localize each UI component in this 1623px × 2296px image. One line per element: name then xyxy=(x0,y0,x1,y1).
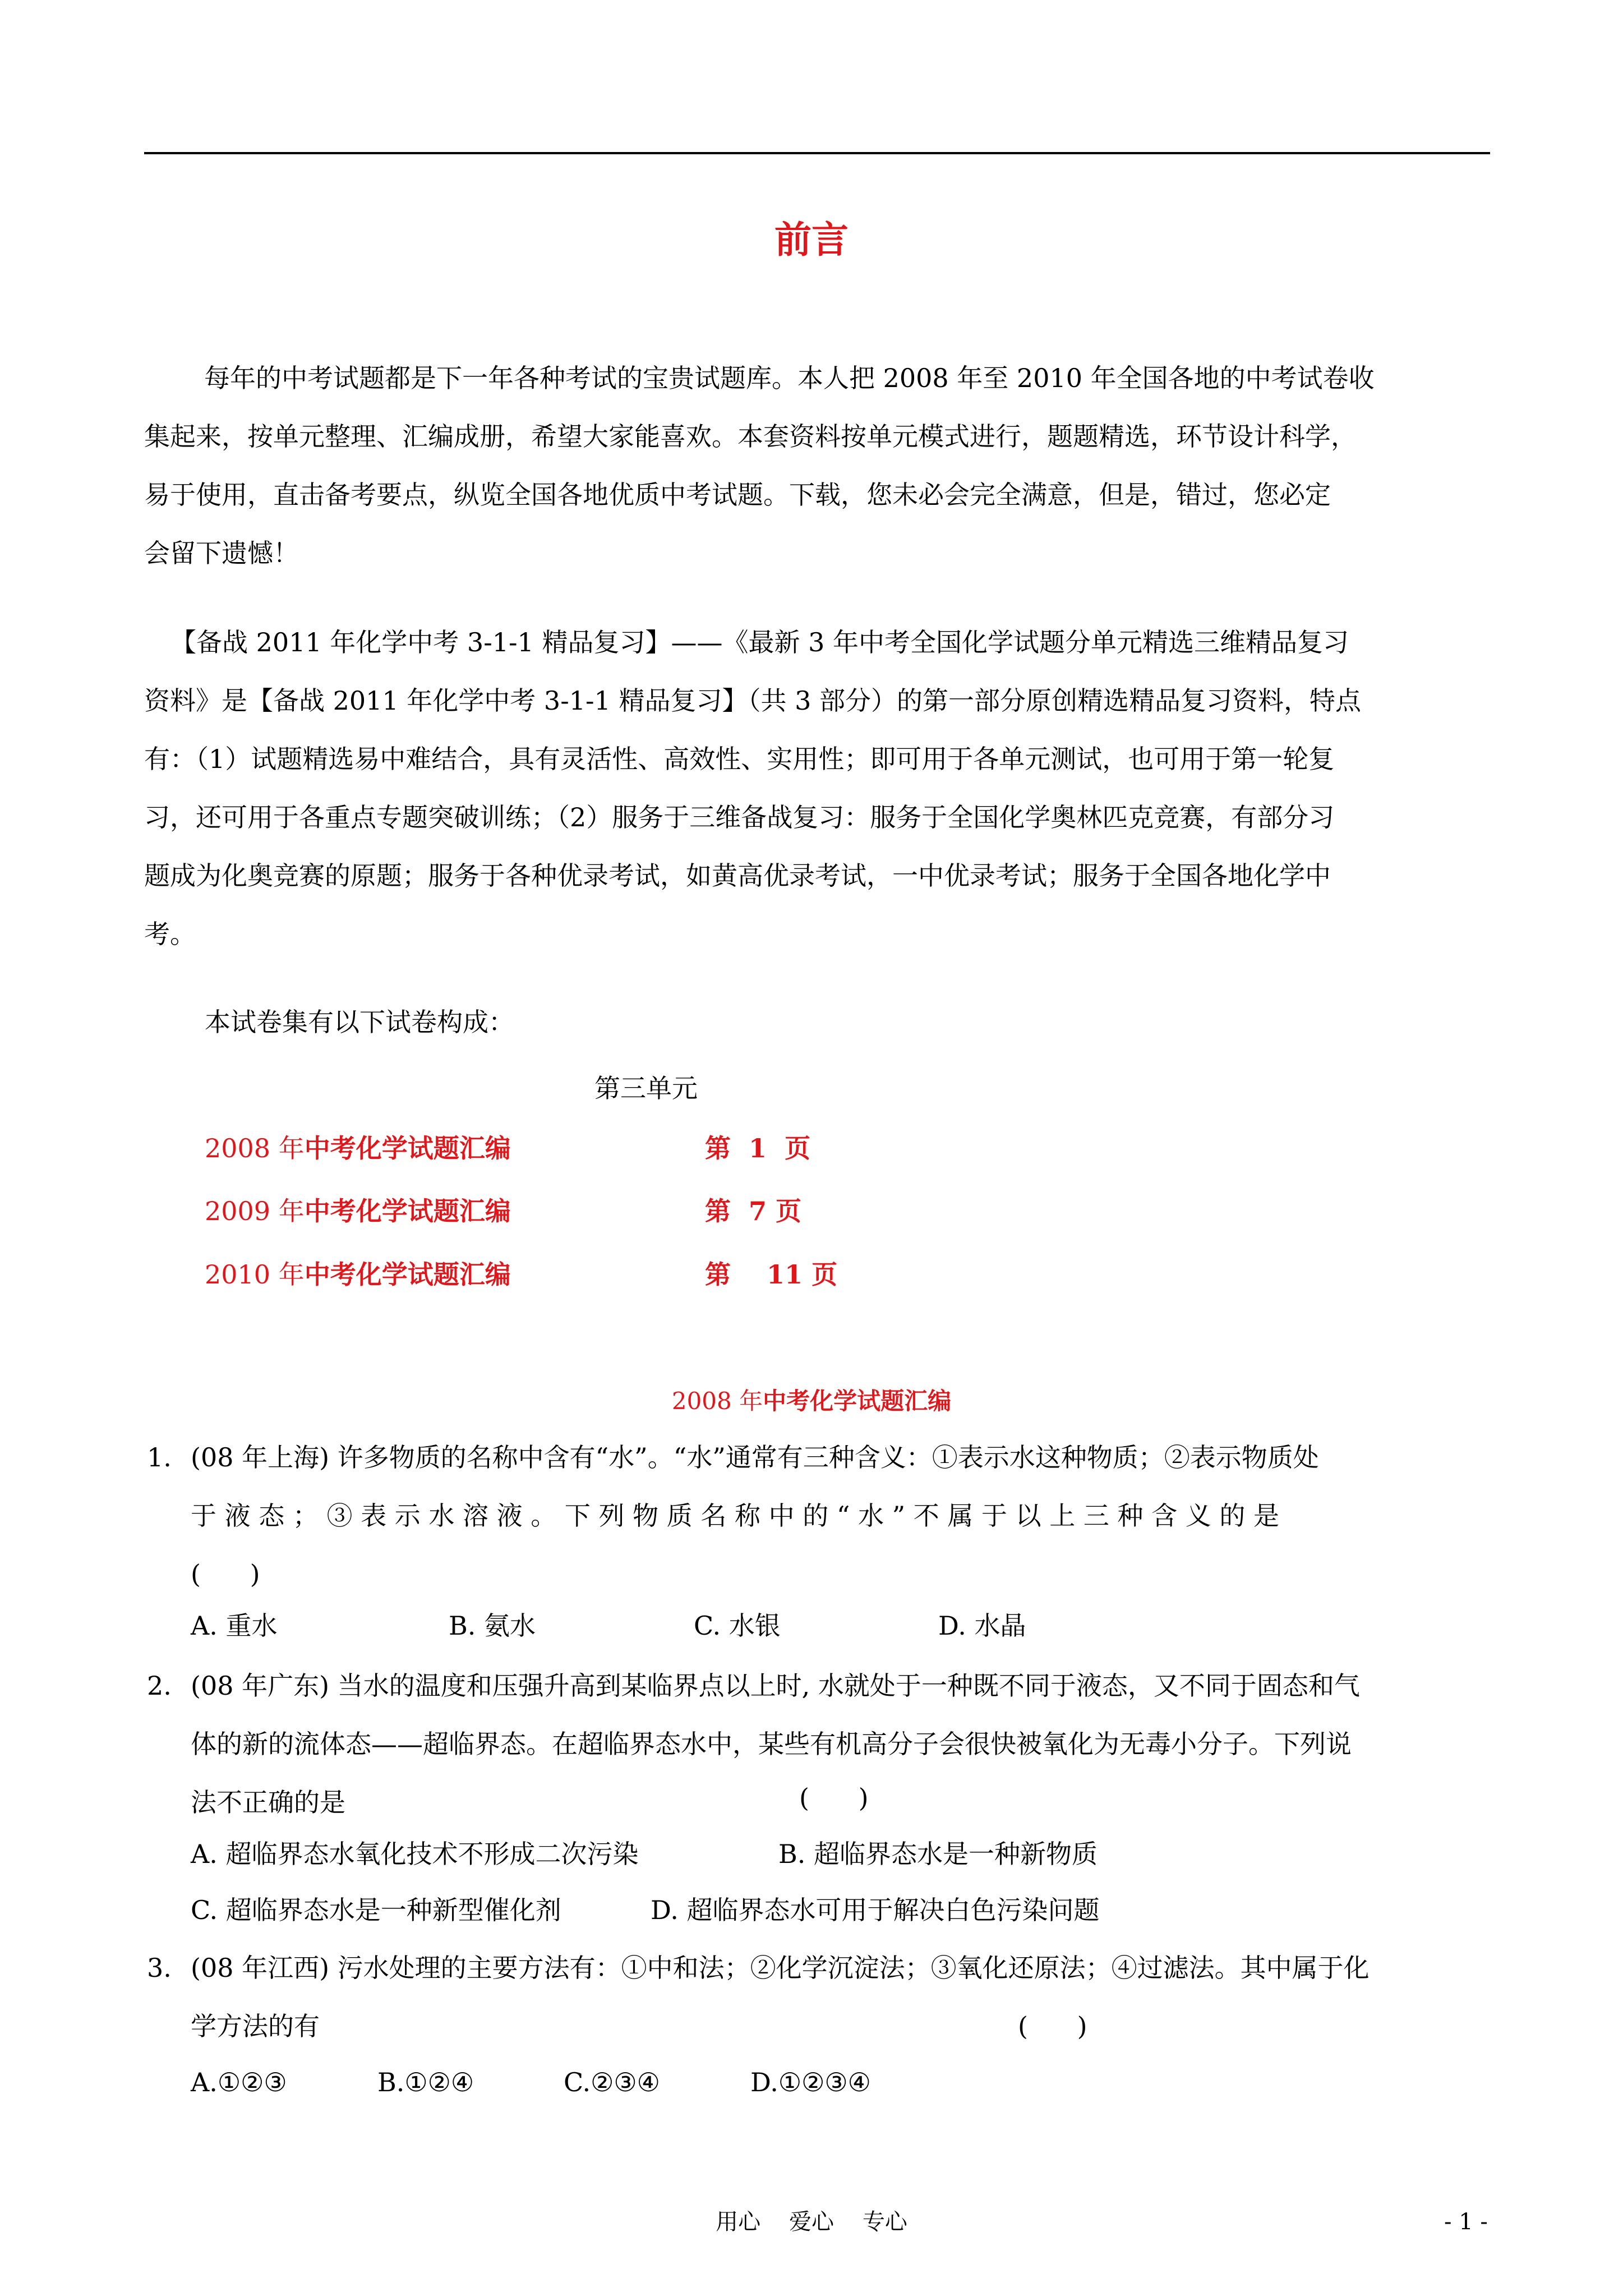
intro-p2-line: 题成为化奥竞赛的原题；服务于各种优录考试，如黄高优录考试，一中优录考试；服务于全国各地化学中 xyxy=(144,861,1331,891)
q3-option-d[interactable]: D.①②③④ xyxy=(750,2067,871,2097)
answer-paren: ( ) xyxy=(1018,2011,1087,2041)
toc-page-2009: 第 7 页 xyxy=(705,1196,802,1226)
toc-title: 中考化学试题汇编 xyxy=(304,1196,511,1226)
q3-option-c[interactable]: C.②③④ xyxy=(564,2067,660,2097)
toc-year: 2009 年 xyxy=(205,1196,305,1226)
intro-p1-line: 易于使用，直击备考要点，纵览全国各地优质中考试题。下载，您未必会完全满意，但是，错过，您必定 xyxy=(144,480,1331,510)
toc-page-2008: 第 1 页 xyxy=(705,1133,811,1163)
q2-option-a[interactable]: A. 超临界态水氧化技术不形成二次污染 xyxy=(191,1839,639,1869)
question-line: 法不正确的是 xyxy=(191,1787,345,1818)
question-1-stem xyxy=(191,1428,1490,1603)
section-heading xyxy=(0,1386,1623,1417)
intro-paragraph-3: 本试卷集有以下试卷构成： xyxy=(205,1007,514,1037)
intro-p1-line: 会留下遗憾！ xyxy=(144,538,299,568)
q1-option-d[interactable]: D. 水晶 xyxy=(938,1611,1026,1641)
answer-paren: ( ) xyxy=(799,1783,869,1813)
intro-paragraph-1 xyxy=(144,349,1490,582)
intro-p2-line: 考。 xyxy=(144,919,196,949)
page-title: 前言 xyxy=(774,218,849,261)
q2-option-b[interactable]: B. 超临界态水是一种新物质 xyxy=(778,1839,1098,1869)
intro-p2-line: 有：（1）试题精选易中难结合，具有灵活性、高效性、实用性；即可用于各单元测试，也可用于第一轮复 xyxy=(144,744,1335,774)
header-rule xyxy=(144,152,1490,154)
answer-paren: ( ) xyxy=(191,1559,260,1589)
question-line: (08 年广东) 当水的温度和压强升高到某临界点以上时, 水就处于一种既不同于液态，又不同于固态和气 xyxy=(191,1671,1360,1701)
toc-item-2010[interactable] xyxy=(205,1258,511,1291)
page-number: - 1 - xyxy=(1444,2209,1488,2235)
question-number-2: 2. xyxy=(147,1671,172,1701)
q2-option-d[interactable]: D. 超临界态水可用于解决白色污染问题 xyxy=(651,1895,1100,1925)
toc-item-2008[interactable] xyxy=(205,1131,511,1165)
question-line: 于 液 态 ； ③ 表 示 水 溶 液 。 下 列 物 质 名 称 中 的 “ 水 ” 不 属 于 以 上 三 种 含 义 的 是 xyxy=(191,1501,1279,1531)
question-number-3: 3. xyxy=(147,1953,172,1983)
toc-year: 2008 年 xyxy=(205,1133,305,1163)
q1-option-b[interactable]: B. 氨水 xyxy=(449,1611,536,1641)
q1-option-c[interactable]: C. 水银 xyxy=(694,1611,781,1641)
intro-p2-line: 习，还可用于各重点专题突破训练；（2）服务于三维备战复习：服务于全国化学奥林匹克竞赛，有部分习 xyxy=(144,802,1335,832)
question-3-stem xyxy=(191,1939,1490,2055)
footer-motto: 用心 爱心 专心 xyxy=(716,2209,907,2235)
question-number-1: 1. xyxy=(147,1442,172,1473)
toc-year: 2010 年 xyxy=(205,1259,305,1290)
q1-option-a[interactable]: A. 重水 xyxy=(191,1611,278,1641)
q3-option-a[interactable]: A.①②③ xyxy=(191,2067,287,2097)
toc-page-2010: 第 11 页 xyxy=(705,1259,838,1290)
section-year: 2008 年 xyxy=(671,1387,763,1415)
unit-heading: 第三单元 xyxy=(594,1073,698,1103)
question-line: (08 年上海) 许多物质的名称中含有“水”。“水”通常有三种含义：①表示水这种物质；②表示物质处 xyxy=(191,1442,1319,1473)
intro-paragraph-2 xyxy=(144,613,1490,963)
question-line: 学方法的有 xyxy=(191,2011,320,2041)
q3-option-b[interactable]: B.①②④ xyxy=(377,2067,474,2097)
section-title: 中考化学试题汇编 xyxy=(763,1387,952,1415)
toc-title: 中考化学试题汇编 xyxy=(304,1259,511,1290)
intro-p2-line: 资料》是【备战 2011 年化学中考 3-1-1 精品复习】（共 3 部分）的第一部分原创精选精品复习资料，特点 xyxy=(144,685,1361,716)
intro-p1-line: 每年的中考试题都是下一年各种考试的宝贵试题库。本人把 2008 年至 2010 年全国各地的中考试卷收 xyxy=(204,363,1375,393)
toc-item-2009[interactable] xyxy=(205,1194,511,1228)
intro-p1-line: 集起来，按单元整理、汇编成册，希望大家能喜欢。本套资料按单元模式进行，题题精选，环节设计科学， xyxy=(144,421,1357,452)
q2-option-c[interactable]: C. 超临界态水是一种新型催化剂 xyxy=(191,1895,561,1925)
question-line: (08 年江西) 污水处理的主要方法有：①中和法；②化学沉淀法；③氧化还原法；④过滤法。其中属于化 xyxy=(191,1953,1370,1983)
question-line: 体的新的流体态——超临界态。在超临界态水中，某些有机高分子会很快被氧化为无毒小分子。下列说 xyxy=(191,1729,1352,1759)
toc-title: 中考化学试题汇编 xyxy=(304,1133,511,1163)
intro-p2-line: 【备战 2011 年化学中考 3-1-1 精品复习】——《最新 3 年中考全国化学试题分单元精选三维精品复习 xyxy=(170,627,1349,657)
